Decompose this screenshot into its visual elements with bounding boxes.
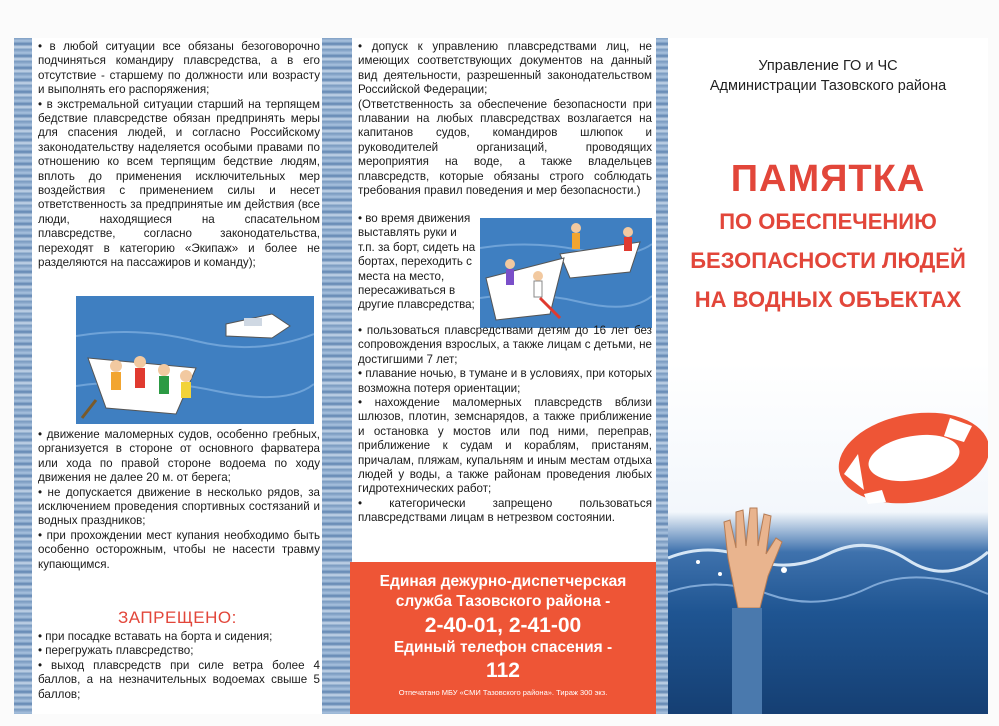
drowning-scene (668, 362, 988, 714)
dispatch-phone-numbers: 2-40-01, 2-41-00 (424, 614, 582, 637)
rescue-phone-label: Единый телефон спасения - (393, 639, 613, 656)
middle-text-narrow (358, 212, 476, 313)
water-strip-right (656, 38, 668, 714)
middle-paragraph: • допуск к управлению плавсредствами лиц, не имеющих соответствующих документов на данный вид деятельности, разрешенный законодательством Российской Федерации; (358, 40, 652, 97)
middle-paragraph: • во время движения выставлять руки и т.п. за борт, сидеть на бортах, переходить с места на место, пересаживаться в другие плавсредства; (358, 212, 476, 312)
title-line: ПО ОБЕСПЕЧЕНИЮ (719, 209, 937, 234)
print-imprint: Отпечатано МБУ «СМИ Тазовского района». Тираж 300 экз. (398, 688, 608, 697)
title-line: НА ВОДНЫХ ОБЪЕКТАХ (694, 287, 962, 312)
middle-paragraph: • пользоваться плавсредствами детям до 16 лет без сопровождения взрослых, а также лицам с детьми, не достигшими 7 лет; (358, 324, 652, 366)
middle-paragraph: • плавание ночью, в тумане и в условиях, при которых возможна потеря ориентации; (358, 367, 652, 395)
left-paragraph: • не допускается движение в несколько рядов, за исключением проведения спортивных состязаний и водных праздников; (38, 485, 320, 528)
organization-line: Управление ГО и ЧС (758, 58, 898, 74)
rescue-phone-number: 112 (486, 659, 520, 682)
organization-line: Администрации Тазовского района (709, 78, 947, 94)
children-boats-illustration (480, 218, 652, 328)
left-panel (32, 38, 322, 714)
middle-paragraph: • категорически запрещено пользоваться плавсредствами лицам в нетрезвом состоянии. (358, 496, 652, 525)
forbidden-item: • выход плавсредств при силе ветра более 4 баллов, а на незначительных водоемах свыше 5 баллов; (38, 658, 320, 701)
middle-text-top (358, 40, 652, 198)
water-strip-left (14, 38, 32, 714)
cover-panel (668, 38, 988, 714)
forbidden-heading: ЗАПРЕЩЕНО: (118, 608, 237, 627)
left-paragraph: • в экстремальной ситуации старший на терпящем бедствие плавсредстве обязан предпринять меры для спасения людей, и согласно Российскому законодательству наделяется особыми правами по отношению ко всем терпящим бедствие людям, вплоть до применения исключительных мер воздействия с применением силы и несет ответственность за предпринятые им действия (все люди, находящиеся на спасательном плавсредстве, согласно законодательства, переходят в категорию «Экипаж» и более не разделяются на пассажиров и команду); (38, 97, 320, 270)
forbidden-list (38, 630, 320, 702)
emergency-contact-box (350, 562, 656, 714)
left-text-top (38, 40, 320, 271)
forbidden-item: • перегружать плавсредство; (38, 644, 194, 658)
lifebuoy-icon (832, 401, 988, 514)
dispatch-service-label: Единая дежурно-диспетчерская служба Тазовского района - (379, 573, 627, 610)
left-text-middle (38, 428, 320, 572)
middle-paragraph: (Ответственность за обеспечение безопасности при плавании на любых плавсредствах возлагается на капитанов судов, командиров шлюпок и руководителей организаций, проводящих мероприятия на воде, а также владельцев плавсредств, которые обязаны строго соблюдать требования правил поведения и мер безопасности.) (358, 97, 652, 198)
cover-title (668, 156, 988, 319)
organization-name (668, 56, 988, 96)
water-strip-middle (322, 38, 352, 714)
middle-text-bottom (358, 324, 652, 526)
forbidden-item: • при посадке вставать на борта и сидения; (38, 630, 273, 643)
left-paragraph: • движение маломерных судов, особенно гребных, организуется в стороне от основного фарватера или хода по правой стороне водоема по ходу движения не далее 20 м. от берега; (38, 428, 320, 485)
boat-illustration (76, 296, 314, 424)
left-paragraph: • в любой ситуации все обязаны безоговорочно подчиняться командиру плавсредства, а в его отсутствие - старшему по должности или возрасту и выполнять его распоряжения; (38, 40, 320, 97)
left-paragraph: • при прохождении мест купания необходимо быть особенно осторожным, чтобы не насести травму купающимся. (38, 528, 320, 571)
middle-paragraph: • нахождение маломерных плавсредств вблизи шлюзов, плотин, земснарядов, а также приближение и остановка у мостов или под ними, переправ, приближение к судам и кораблям, пристаням, причалам, пляжам, купальням и иным местам отдыха людей у воды, а также районам проведения любых гидротехнических работ; (358, 396, 652, 496)
title-line: БЕЗОПАСНОСТИ ЛЮДЕЙ (690, 248, 966, 273)
title-main: ПАМЯТКА (730, 158, 926, 200)
raised-hand-icon (724, 508, 782, 714)
